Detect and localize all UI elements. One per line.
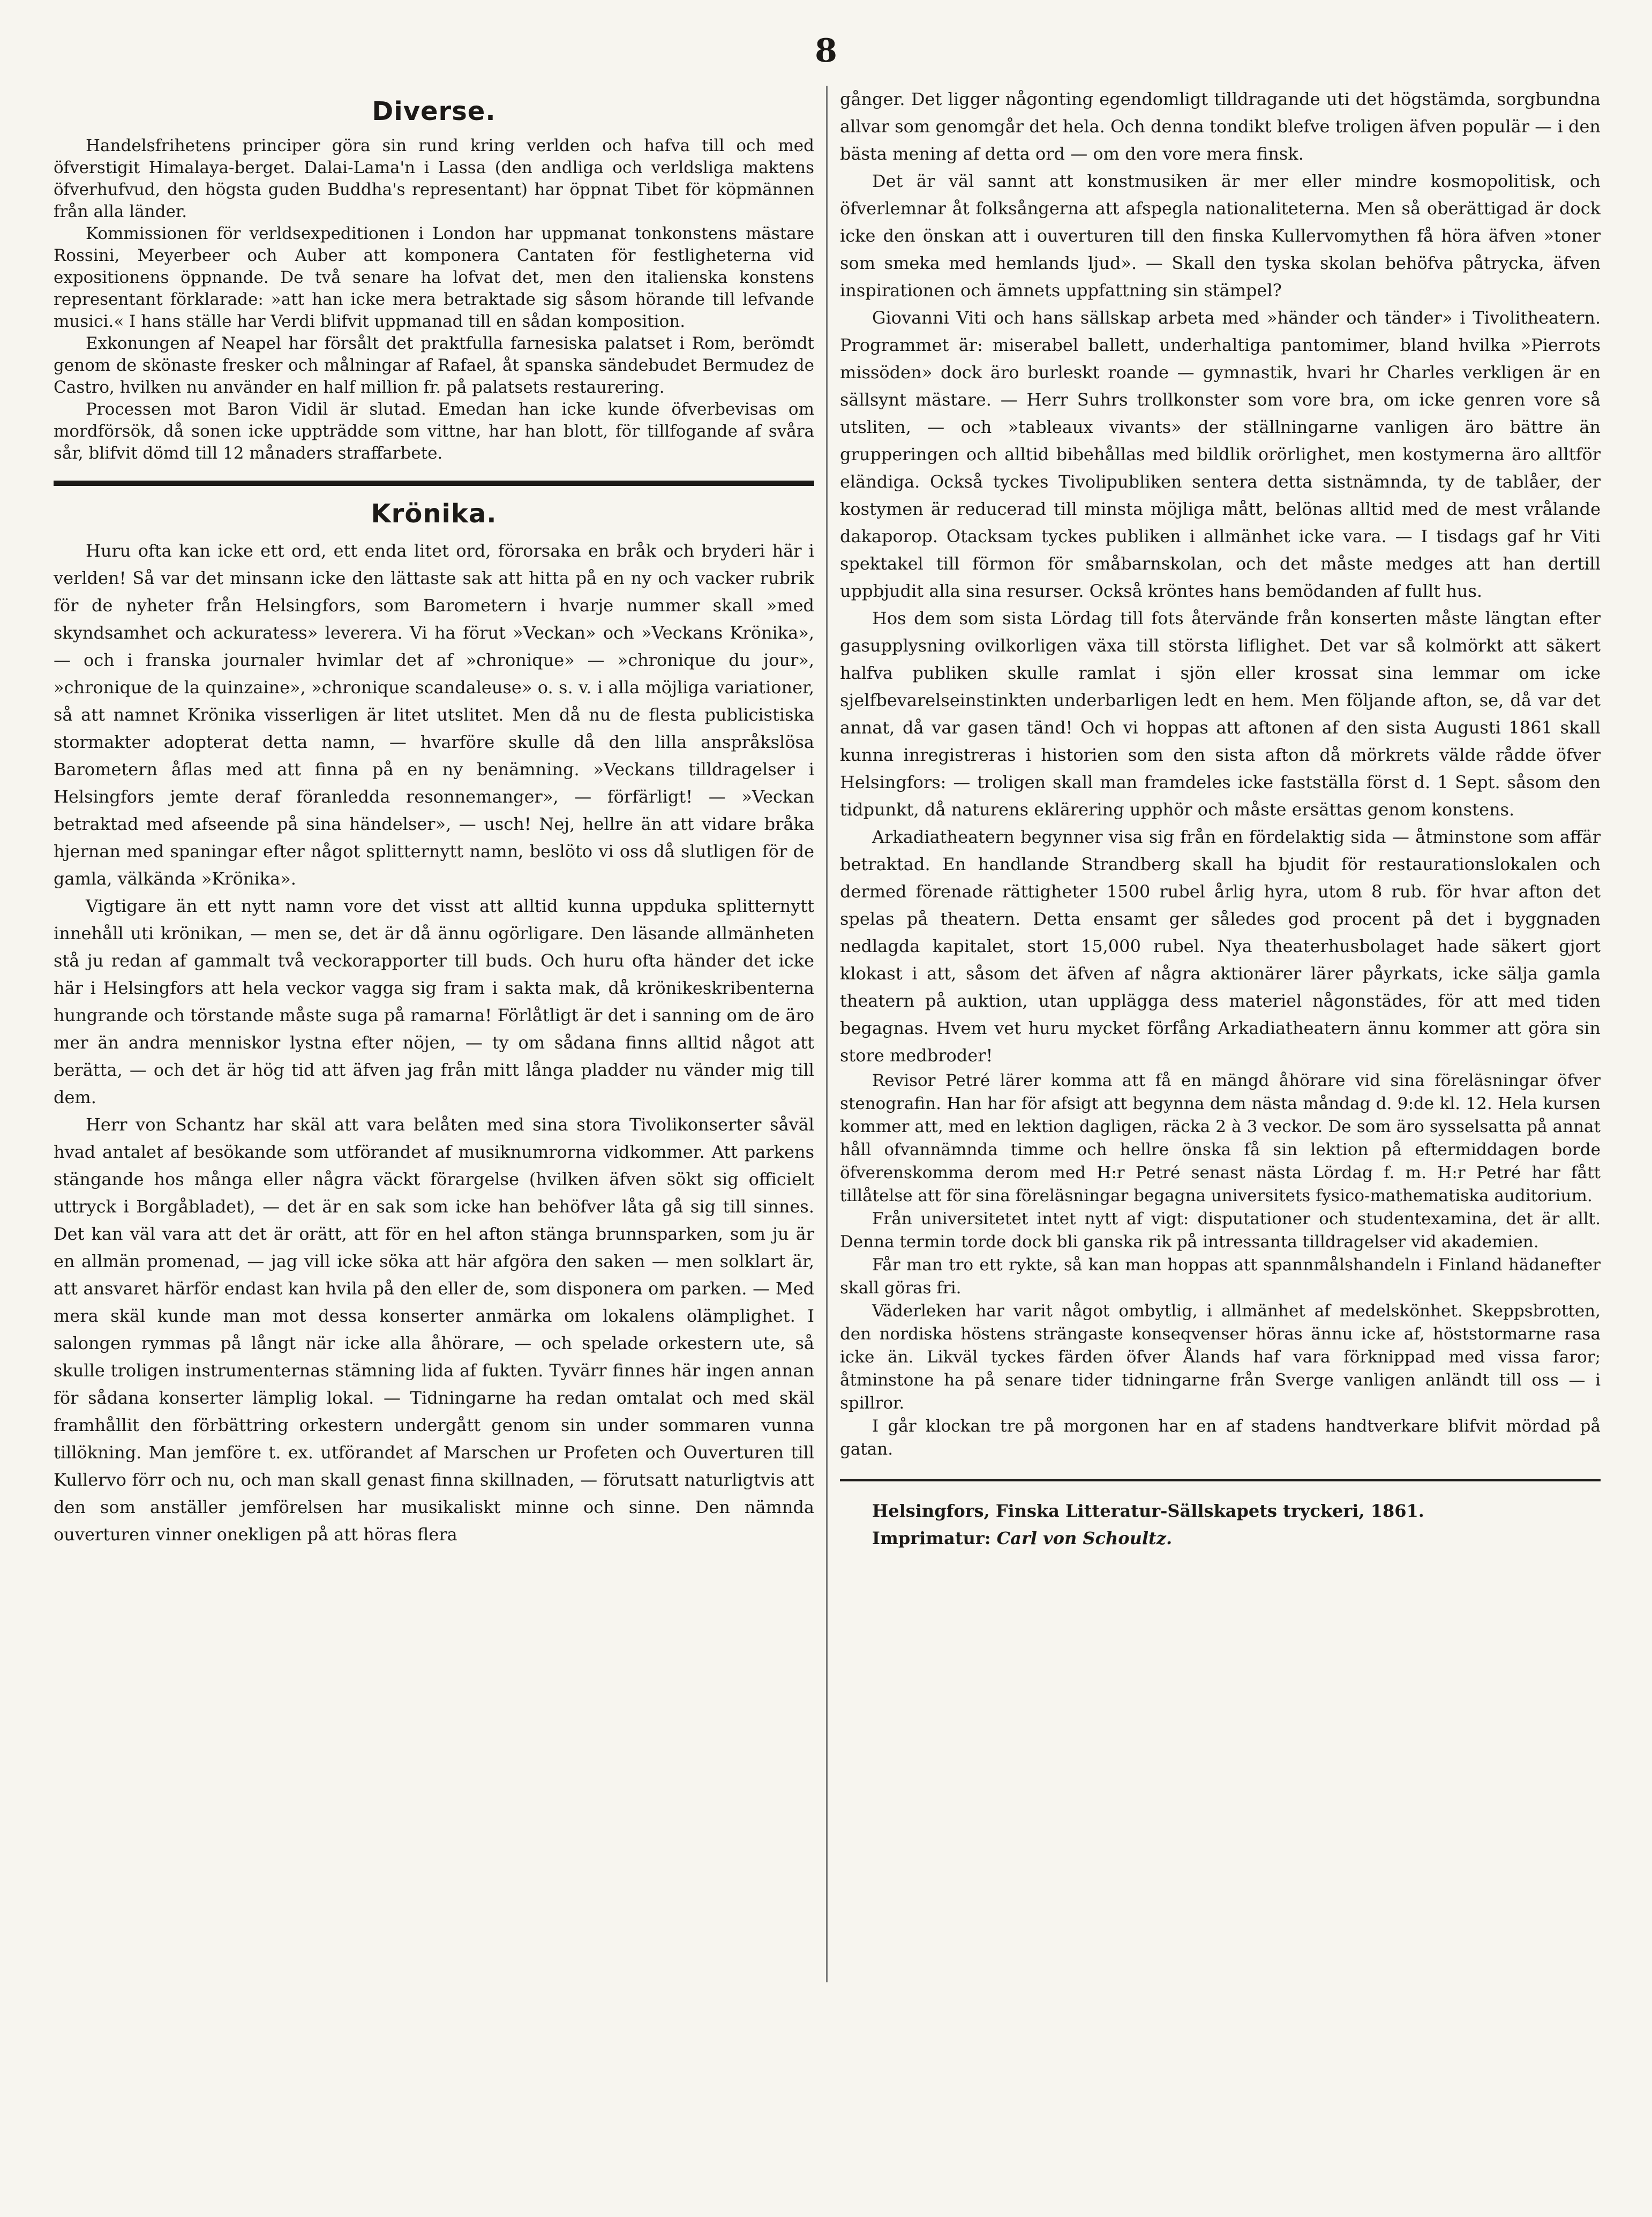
kronika-continued-paragraph: Det är väl sannt att konstmusiken är mer eller mindre kosmopolitisk, och öfverlemnar åt folksångerna att afspegla nationaliteterna. Men så oberättigad är dock icke den önskan att i ouverturen till den finska Kullervomythen få höra äfven »toner som smeka med hemlands ljud». — Skall den tyska skolan behöfva påtrycka, äfven inspirationen och ämnets uppfattning sin stämpel? — [840, 171, 1601, 301]
diverse-section — [54, 96, 814, 465]
imprint-divider — [840, 1479, 1601, 1481]
section-divider — [54, 481, 814, 486]
right-column — [840, 86, 1601, 1552]
page-number: 8 — [815, 32, 837, 70]
left-column — [54, 86, 814, 1548]
kronika-continued-paragraph: Giovanni Viti och hans sällskap arbeta med »händer och tänder» i Tivolitheatern. Programmet är: miserabel ballett, underhaltiga pantomimer, bland hvilka »Pierrots missöden» dock äro burleskt roande — gymnastik, hvari hr Charles verkligen är en sällsynt mästare. — Herr Suhrs trollkonster som vore bra, om icke genren vore så utsliten, — och »tableaux vivants» der ställningarne vanligen äro bättre än grupperingen och alltid bibehållas med bildlik orörlighet, men kostymerna äro alltför eländiga. Också tyckes Tivolipubliken sentera detta sistnämnda, ty de tablåer, der kostymen är reducerad till minsta möjliga mått, belönas alltid med de mest vrålande dakaporop. Otacksam tyckes publiken i allmänhet icke vara. — I tisdags gaf hr Viti spektakel till förmon för småbarnskolan, och det måste medges att han dertill uppbjudit alla sina resurser. Också kröntes hans bemödanden af fullt hus. — [840, 308, 1601, 601]
imprimatur-censor-name: Carl von Schoultz. — [996, 1528, 1173, 1548]
diverse-paragraph: Exkonungen af Neapel har försålt det praktfulla farnesiska palatset i Rom, berömdt genom de skönaste fresker och målningar af Rafael, åt spanska sändebudet Bermudez de Castro, hvilken nu använder en half million fr. på palatsets restaurering. — [54, 334, 814, 397]
imprimatur — [840, 1525, 1601, 1552]
imprimatur-label: Imprimatur: — [872, 1528, 991, 1548]
kronika-continued-paragraph: Revisor Petré lärer komma att få en mängd åhörare vid sina föreläsningar öfver stenografin. Han har för afsigt att begynna dem nästa måndag d. 9:de kl. 12. Hela kursen kommer att, med en lektion dagligen, räcka 2 à 3 veckor. De som äro sysselsatta på annat håll ofvannämnda timme och hellre önska få sin lektion på eftermiddagen borde öfverenskomma derom med H:r Petré senast nästa Lördag f. m. H:r Petré har fått tillåtelse att för sina föreläsningar begagna universitets fysico-mathematiska auditorium. — [840, 1071, 1601, 1205]
diverse-paragraph: Processen mot Baron Vidil är slutad. Emedan han icke kunde öfverbevisas om mordförsök, då sonen icke uppträdde som vittne, har han blott, för tillfogande af svåra sår, blifvit dömd till 12 månaders straffarbete. — [54, 400, 814, 463]
kronika-paragraph: Huru ofta kan icke ett ord, ett enda litet ord, förorsaka en bråk och bryderi här i verlden! Så var det minsann icke den lättaste sak att hitta på en ny och vacker rubrik för de nyheter från Helsingfors, som Barometern i hvarje nummer skall »med skyndsamhet och ackuratess» leverera. Vi ha förut »Veckan» och »Veckans Krönika», — och i franska journaler hvimlar det af »chronique» — »chronique du jour», »chronique de la quinzaine», »chronique scandaleuse» o. s. v. i alla möjliga variationer, så att namnet Krönika visserligen är litet utslitet. Men då nu de flesta publicistiska stormakter adopterat detta namn, — hvarföre skulle då den lilla anspråkslösa Barometern åflas med att finna på en ny benämning. »Veckans tilldragelser i Helsingfors jemte deraf föranledda resonnemanger», — förfärligt! — »Veckan betraktad med afseende på sina händelser», — usch! Nej, hellre än att vidare bråka hjernan med spaningar efter något splitternytt namn, beslöto vi oss då slutligen för de gamla, välkända »Krönika». — [54, 541, 814, 889]
kronika-paragraph: Vigtigare än ett nytt namn vore det visst att alltid kunna uppduka splitternytt innehåll uti krönikan, — men se, det är då ännu ogörligare. Den läsande allmänheten stå ju redan af gammalt två veckorapporter till buds. Och huru ofta händer det icke här i Helsingfors att hela veckor vagga sig fram i sakta mak, då krönikeskribenterna hungrande och törstande måste suga på ramarna! Förlåtligt är det i sanning om de äro mer än andra menniskor lystna efter nöjen, — ty om sådana finns alltid något att berätta, — och det är hög tid att äfven jag från mitt långa pladder nu vänder mig till dem. — [54, 896, 814, 1107]
kronika-heading: Krönika. — [371, 499, 497, 529]
printer-imprint: Helsingfors, Finska Litteratur-Sällskapets tryckeri, 1861. — [872, 1501, 1424, 1521]
kronika-continued-paragraph: Väderleken har varit något ombytlig, i allmänhet af medelskönhet. Skeppsbrotten, den nordiska höstens strängaste konseqvenser höras ännu icke af, höststormarne rasa icke än. Likväl tyckes färden öfver Ålands haf vara förknippad med vissa faror; åtminstone ha på senare tider tidningarne från Sverge vanligen anländt till oss — i spillror. — [840, 1301, 1601, 1413]
kronika-continued-paragraph: I går klockan tre på morgonen har en af stadens handtverkare blifvit mördad på gatan. — [840, 1417, 1601, 1459]
kronika-continued-paragraph: gånger. Det ligger någonting egendomligt tilldragande uti det högstämda, sorgbundna allvar som genomgår det hela. Och denna tondikt blefve troligen äfven populär — i den bästa mening af detta ord — om den vore mera finsk. — [840, 89, 1601, 164]
kronika-continued-paragraph: Från universitetet intet nytt af vigt: disputationer och studentexamina, det är allt. Denna termin torde dock bli ganska rik på intressanta tilldragelser vid akademien. — [840, 1209, 1601, 1252]
diverse-paragraph: Kommissionen för verldsexpeditionen i London har uppmanat tonkonstens mästare Rossini, Meyerbeer och Auber att komponera Cantaten för festligheterna vid expositionens öppnande. De två senare ha lofvat det, men den italienska konstens representant förklarade: »att han icke mera betraktade sig såsom hörande till lefvande musici.« I hans ställe har Verdi blifvit uppmanad till en sådan komposition. — [54, 224, 814, 331]
diverse-paragraph: Handelsfrihetens principer göra sin rund kring verlden och hafva till och med öfverstigit Himalaya-berget. Dalai-Lama'n i Lassa (den andliga och verldsliga maktens öfverhufvud, den högsta guden Buddha's representant) har öppnat Tibet för köpmännen från alla länder. — [54, 136, 814, 221]
kronika-continued-paragraph: Arkadiatheatern begynner visa sig från en fördelaktig sida — åtminstone som affär betraktad. En handlande Strandberg skall ha bjudit för restaurationslokalen och dermed förenade rättigheter 1500 rubel årlig hyra, utom 8 rub. för hvar afton det spelas på theatern. Detta ensamt ger således god procent på det i byggnaden nedlagda kapitalet, stort 15,000 rubel. Nya theaterhusbolaget hade säkert gjort klokast i att, såsom det äfven af några aktionärer lärer påyrkats, icke sälja gamla theatern på auktion, utan upplägga dess materiel någonstädes, för att med tiden begagnas. Hvem vet huru mycket förfång Arkadiatheatern ännu kommer att göra sin store medbroder! — [840, 827, 1601, 1066]
column-divider — [826, 86, 828, 1982]
kronika-continued-paragraph: Får man tro ett rykte, så kan man hoppas att spannmålshandeln i Finland hädanefter skall göras fri. — [840, 1255, 1601, 1298]
kronika-continued-paragraph: Hos dem som sista Lördag till fots återvände från konserten måste längtan efter gasupplysning ovilkorligen växa till största liflighet. Det var så kolmörkt att säkert halfva publiken skulle ramlat i sjön eller krossat sina lemmar om icke sjelfbevarelseinstinkten underbarligen ledt en hem. Men följande afton, se, då var det annat, då var gasen tänd! Och vi hoppas att aftonen af den sista Augusti 1861 skall kunna inregistreras i historien som den sista afton då mörkrets välde rådde öfver Helsingfors: — troligen skall man framdeles icke fastställa först d. 1 Sept. såsom den tidpunkt, då naturens eklärering upphör och måste ersättas genom konstens. — [840, 608, 1601, 820]
kronika-paragraph: Herr von Schantz har skäl att vara belåten med sina stora Tivolikonserter såväl hvad antalet af besökande som utförandet af musiknumrorna vidkommer. Att parkens stängande hos många eller några väckt förargelse (hvilken äfven sökt sig officielt uttryck i Borgåbladet), — det är en sak som icke han behöfver låta gå sig till sinnes. Det kan väl vara att det är orätt, att för en hel afton stänga brunnsparken, som ju är en allmän promenad, — jag vill icke söka att här afgöra den saken — men solklart är, att ansvaret härför endast kan hvila på den eller de, som disponera om parken. — Med mera skäl kunde man mot dessa konserter anmärka om lokalens olämplighet. I salongen rymmas på långt när icke alla åhörare, — och spelade orkestern ute, så skulle troligen instrumenternas stämning lida af fukten. Tyvärr finnes här ingen annan för sådana konserter lämplig lokal. — Tidningarne ha redan omtalat och med skäl framhållit den förbättring orkestern undergått genom sin under sommaren vunna tillökning. Man jemföre t. ex. utförandet af Marschen ur Profeten och Ouverturen till Kullervo förr och nu, och man skall genast finna skillnaden, — förutsatt naturligtvis att den som anställer jemförelsen har musikaliskt minne och sinne. Den nämnda ouverturen vinner onekligen på att höras flera — [54, 1114, 814, 1545]
kronika-section — [54, 499, 814, 1548]
diverse-heading: Diverse. — [372, 96, 496, 126]
